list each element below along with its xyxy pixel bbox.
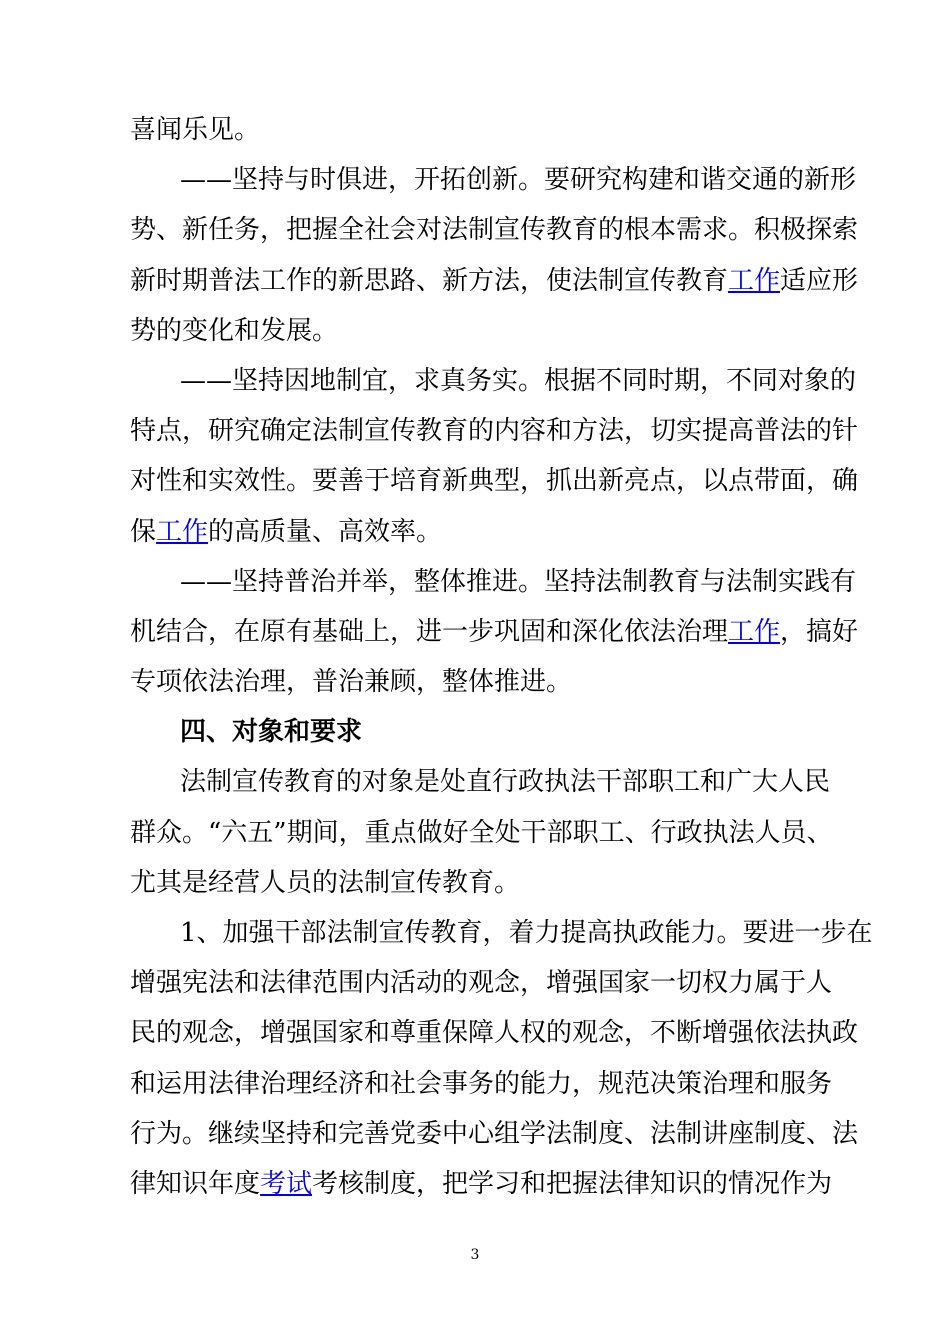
text-line (180, 363, 857, 399)
text-line (180, 162, 857, 198)
text-segment: 的高质量、高效率。 (208, 517, 443, 547)
text-segment: 适应形 (780, 266, 859, 296)
text-segment: 机结合，在原有基础上，进一步巩固和深化依法治理 (130, 617, 729, 647)
text-line (130, 965, 833, 1001)
text-segment: ——坚持与时俱进，开拓创新。要研究构建和谐交通的新形 (180, 165, 857, 195)
text-segment: 法制宣传教育的对象是处直行政执法干部职工和广大人民 (180, 767, 831, 797)
text-line (180, 764, 831, 800)
text-segment: 民的观念，增强国家和尊重保障人权的观念，不断增强依法执政 (130, 1018, 859, 1048)
text-segment: 四、对象和要求 (180, 717, 363, 747)
page-number: 3 (470, 1247, 480, 1263)
text-segment: 群众。“六五”期间，重点做好全处干部职工、行政执法人员、 (130, 818, 833, 848)
text-line (130, 1116, 859, 1152)
text-segment: 势、新任务，把握全社会对法制宣传教育的根本需求。积极探索 (130, 215, 859, 245)
text-line (130, 1166, 833, 1202)
text-line (130, 212, 859, 248)
text-line (130, 614, 859, 650)
text-segment: 势的变化和发展。 (130, 316, 339, 346)
inline-link[interactable]: 工作 (728, 266, 781, 296)
text-line (130, 1066, 833, 1102)
inline-link[interactable]: 工作 (156, 517, 209, 547)
text-segment: 律知识年度 (130, 1169, 261, 1199)
text-line (130, 815, 833, 851)
text-segment: ——坚持普治并举，整体推进。坚持法制教育与法制实践有 (180, 567, 857, 597)
text-segment: 特点，研究确定法制宣传教育的内容和方法，切实提高普法的针 (130, 416, 859, 446)
section-heading (180, 714, 822, 750)
text-line (130, 413, 859, 449)
text-segment: 专项依法治理，普治兼顾，整体推进。 (130, 667, 573, 697)
text-segment: 保 (130, 517, 157, 547)
text-segment: 行为。继续坚持和完善党委中心组学法制度、法制讲座制度、法 (130, 1119, 859, 1149)
text-line (130, 514, 822, 550)
text-line (130, 865, 822, 901)
text-line (130, 463, 859, 499)
inline-link[interactable]: 工作 (728, 617, 781, 647)
text-line (130, 112, 822, 148)
text-segment: ——坚持因地制宜，求真务实。根据不同时期，不同对象的 (180, 366, 857, 396)
text-line (180, 564, 857, 600)
text-line (130, 664, 822, 700)
text-segment: 新时期普法工作的新思路、新方法，使法制宣传教育 (130, 266, 729, 296)
text-segment: 增强宪法和法律范围内活动的观念，增强国家一切权力属于人 (130, 968, 833, 998)
text-segment: 考核制度，把学习和把握法律知识的情况作为 (312, 1169, 833, 1199)
text-segment: 1、加强干部法制宣传教育，着力提高执政能力。要进一步在 (180, 918, 873, 948)
inline-link[interactable]: 考试 (260, 1169, 313, 1199)
text-line (180, 915, 873, 951)
text-line (130, 263, 859, 299)
text-segment: ，搞好 (780, 617, 859, 647)
text-segment: 喜闻乐见。 (130, 115, 261, 145)
text-line (130, 1015, 859, 1051)
text-line (130, 313, 822, 349)
text-segment: 对性和实效性。要善于培育新典型，抓出新亮点，以点带面，确 (130, 466, 859, 496)
text-segment: 和运用法律治理经济和社会事务的能力，规范决策治理和服务 (130, 1069, 833, 1099)
text-segment: 尤其是经营人员的法制宣传教育。 (130, 868, 521, 898)
